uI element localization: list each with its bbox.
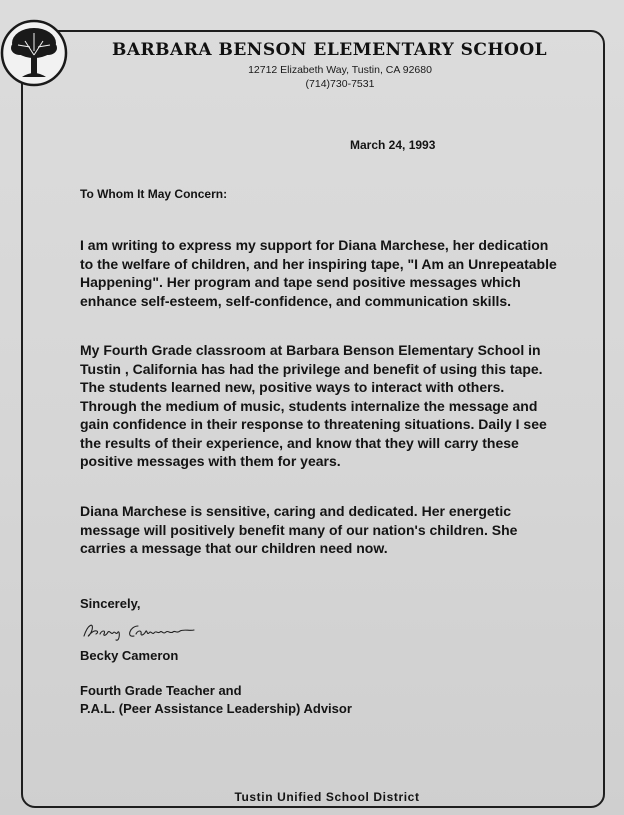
school-name: BARBARA BENSON ELEMENTARY SCHOOL — [112, 40, 548, 60]
body-paragraph-3: Diana Marchese is sensitive, caring and dedicated. Her energetic message will positively benefit many of our nation's children. She carries a message that our children need now. — [80, 503, 518, 556]
signer-title-line-1: Fourth Grade Teacher and — [80, 683, 242, 698]
district-footer: Tustin Unified School District — [234, 790, 420, 804]
body-paragraph-2: My Fourth Grade classroom at Barbara Benson Elementary School in Tustin , California has had the privilege and benefit of using this tape. The students learned new, positive ways to interact with others. Through the medium of music, students internalize the message and gain confidence in their response to threatening situations. Daily I see the results of their experience, and know that they will carry these positive messages with them for years. — [80, 342, 547, 469]
signer-title-line-2: P.A.L. (Peer Assistance Leadership) Advisor — [80, 701, 352, 716]
closing: Sincerely, — [80, 596, 141, 611]
body-paragraph-1: I am writing to express my support for Diana Marchese, her dedication to the welfare of children, and her inspiring tape, "I Am an Unrepeatable Happening". Her program and tape send positive messages which enhance self-esteem, self-confidence, and communication skills. — [80, 237, 557, 309]
handwritten-signature — [80, 618, 230, 644]
school-address: 12712 Elizabeth Way, Tustin, CA 92680 — [248, 64, 432, 76]
tree-icon — [0, 15, 72, 91]
letter-date: March 24, 1993 — [350, 138, 436, 152]
salutation: To Whom It May Concern: — [80, 187, 228, 201]
signer-name: Becky Cameron — [80, 648, 179, 663]
school-phone: (714)730-7531 — [305, 78, 375, 90]
